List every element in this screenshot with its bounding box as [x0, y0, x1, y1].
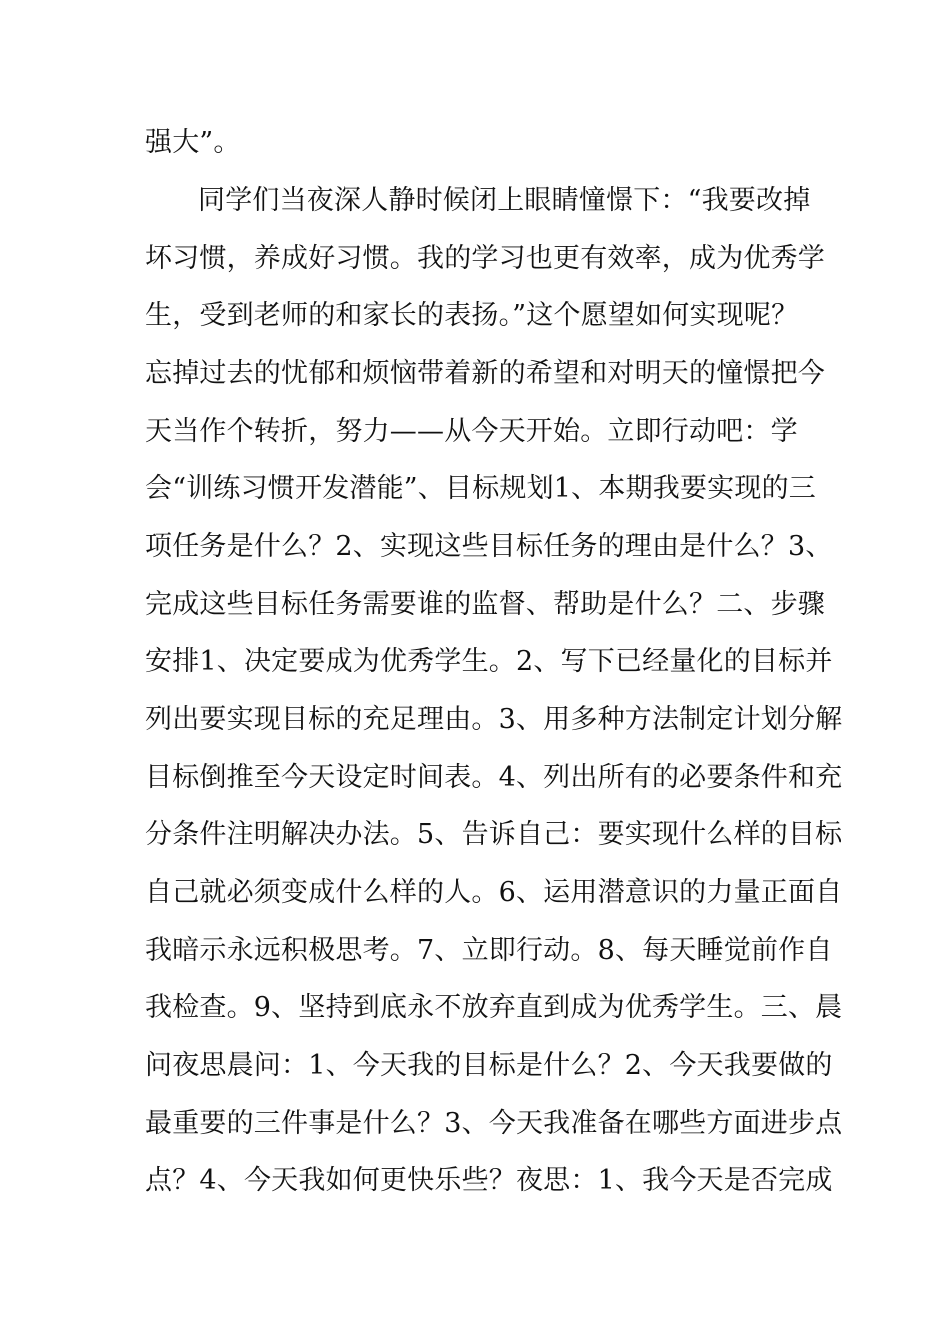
text-line: 天当作个转折，努力——从今天开始。立即行动吧：学 — [145, 416, 798, 447]
text-line: 最重要的三件事是什么？3、今天我准备在哪些方面进步点 — [145, 1108, 843, 1139]
text-line: 自己就必须变成什么样的人。6、运用潜意识的力量正面自 — [145, 877, 843, 908]
text-line: 坏习惯，养成好习惯。我的学习也更有效率，成为优秀学 — [145, 243, 825, 274]
text-line: 列出要实现目标的充足理由。3、用多种方法制定计划分解 — [145, 704, 843, 735]
text-line: 分条件注明解决办法。5、告诉自己：要实现什么样的目标 — [145, 819, 843, 850]
text-line: 完成这些目标任务需要谁的监督、帮助是什么？二、步骤 — [145, 589, 825, 620]
text-line: 点？4、今天我如何更快乐些？夜思：1、我今天是否完成 — [145, 1165, 833, 1196]
text-line: 问夜思晨问：1、今天我的目标是什么？2、今天我要做的 — [145, 1050, 833, 1081]
text-line: 安排1、决定要成为优秀学生。2、写下已经量化的目标并 — [145, 646, 833, 677]
text-line: 生，受到老师的和家长的表扬。”这个愿望如何实现呢？ — [145, 300, 799, 331]
text-line: 项任务是什么？2、实现这些目标任务的理由是什么？3、 — [145, 531, 833, 562]
text-line: 我检查。9、坚持到底永不放弃直到成为优秀学生。三、晨 — [145, 992, 843, 1023]
text-line: 强大”。 — [145, 127, 241, 158]
text-line: 忘掉过去的忧郁和烦恼带着新的希望和对明天的憧憬把今 — [145, 358, 825, 389]
paragraph-first-line: 同学们当夜深人静时候闭上眼睛憧憬下：“我要改掉 — [198, 185, 811, 216]
text-line: 我暗示永远积极思考。7、立即行动。8、每天睡觉前作自 — [145, 935, 833, 966]
text-line: 会“训练习惯开发潜能”、目标规划1、本期我要实现的三 — [145, 473, 816, 504]
text-line: 目标倒推至今天设定时间表。4、列出所有的必要条件和充 — [145, 762, 843, 793]
